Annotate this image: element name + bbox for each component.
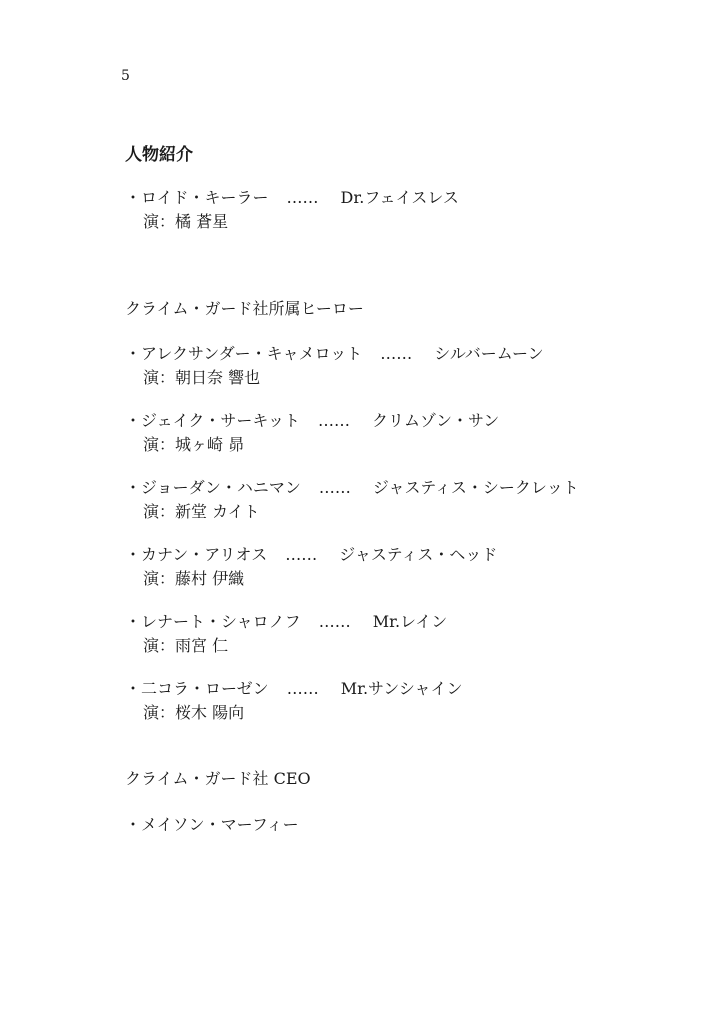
character-line xyxy=(125,409,499,433)
leader-dots: …… xyxy=(286,188,319,207)
cast-entry xyxy=(125,409,499,457)
cast-entry xyxy=(125,610,447,658)
section-heading-heroes: クライム・ガード社所属ヒーロー xyxy=(125,299,364,318)
leader-dots: …… xyxy=(380,344,413,363)
character-name: ・ジョーダン・ハニマン xyxy=(125,478,301,497)
cast-entry xyxy=(125,342,544,390)
cast-entry xyxy=(125,476,579,524)
character-line xyxy=(125,677,463,701)
role-name: Dr.フェイスレス xyxy=(340,188,459,207)
character-name: ・アレクサンダー・キャメロット xyxy=(125,344,363,363)
role-name: ジャスティス・シークレット xyxy=(372,478,579,497)
character-line xyxy=(125,610,447,634)
page-number: 5 xyxy=(121,68,130,84)
character-line xyxy=(125,342,544,366)
character-line xyxy=(125,543,497,567)
actor-line: 演：新堂 カイト xyxy=(143,502,260,521)
cast-entry xyxy=(125,543,497,591)
actor-line: 演：城ヶ崎 昴 xyxy=(143,435,245,454)
character-name: ・ロイド・キーラー xyxy=(125,188,269,207)
character-name: ・メイソン・マーフィー xyxy=(125,815,299,834)
role-name: クリムゾン・サン xyxy=(372,411,500,430)
role-name: Mr.レイン xyxy=(372,612,448,631)
role-name: Mr.サンシャイン xyxy=(340,679,463,698)
cast-entry xyxy=(125,186,459,234)
character-name: ・ジェイク・サーキット xyxy=(125,411,301,430)
character-line xyxy=(125,476,579,500)
leader-dots: …… xyxy=(318,612,351,631)
leader-dots: …… xyxy=(285,545,318,564)
actor-line: 演：雨宮 仁 xyxy=(143,636,229,655)
character-name: ・カナン・アリオス xyxy=(125,545,268,564)
cast-entry xyxy=(125,813,299,837)
role-name: ジャスティス・ヘッド xyxy=(339,545,498,564)
section-heading-ceo: クライム・ガード社 CEO xyxy=(125,769,311,788)
leader-dots: …… xyxy=(318,478,351,497)
leader-dots: …… xyxy=(318,411,351,430)
character-line xyxy=(125,186,459,210)
actor-line: 演：桜木 陽向 xyxy=(143,703,245,722)
actor-line: 演：藤村 伊織 xyxy=(143,569,245,588)
actor-line: 演：朝日奈 響也 xyxy=(143,368,261,387)
leader-dots: …… xyxy=(286,679,319,698)
character-name: ・レナート・シャロノフ xyxy=(125,612,301,631)
cast-entry xyxy=(125,677,463,725)
role-name: シルバームーン xyxy=(434,344,544,363)
actor-line: 演：橘 蒼星 xyxy=(143,212,229,231)
character-name: ・二コラ・ローゼン xyxy=(125,679,269,698)
section-heading-intro: 人物紹介 xyxy=(125,145,193,165)
character-line xyxy=(125,813,299,837)
